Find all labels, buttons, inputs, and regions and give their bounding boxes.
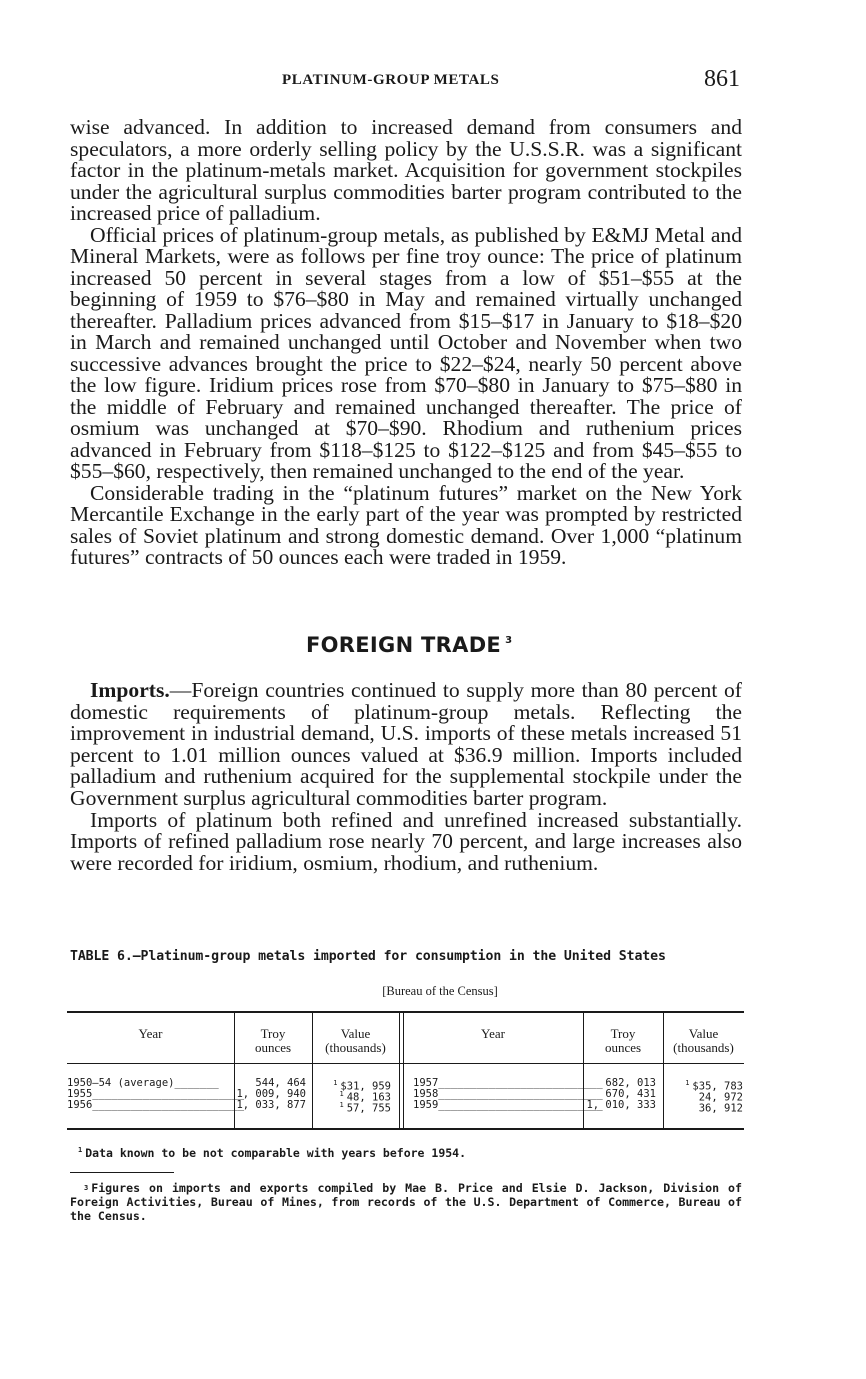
column-header-year: Year — [138, 1026, 163, 1041]
page-footnote — [70, 1181, 742, 1223]
table-cell-value: $^1$ 48, 163 — [339, 1090, 391, 1104]
table-row-year: 1955________________________ — [67, 1088, 245, 1100]
table-row-year: 1950–54 (average)_______ — [67, 1077, 219, 1089]
page-number: 861 — [704, 66, 740, 92]
table-bottom-rule — [67, 1128, 744, 1130]
imports-table — [67, 1011, 744, 1129]
section-heading-text: FOREIGN TRADE — [306, 633, 502, 657]
table-top-rule — [67, 1011, 744, 1013]
table-footnote-text: Data known to be not comparable with years before 1954. — [85, 1146, 467, 1160]
column-header-value: Value (thousands) — [673, 1026, 734, 1055]
table-cell-ounces: 1, 010, 333 — [586, 1099, 656, 1111]
table-row-year: 1956________________________ — [67, 1099, 245, 1111]
table-cell-value: $^1$ 57, 755 — [339, 1101, 391, 1115]
paragraph: Considerable trading in the “platinum futures” market on the New York Mercantile Exchange in the early part of the year was prompted by restricted sales of Soviet platinum and strong domestic demand. Over 1,000 “platinum futures” contracts of 50 ounces each were traded in 1959. — [70, 480, 742, 569]
section-heading — [306, 633, 512, 657]
table-source: [Bureau of the Census] — [382, 984, 498, 998]
run-in-heading: Imports. — [90, 678, 170, 702]
footnote-mark: 3 — [84, 1184, 89, 1192]
table-row-year: 1958__________________________ — [413, 1088, 603, 1100]
body-text — [70, 117, 742, 569]
running-title: PLATINUM-GROUP METALS — [282, 72, 500, 88]
column-divider — [399, 1013, 400, 1128]
paragraph-text: —Foreign countries continued to supply more than 80 percent of domestic requirements of platinum-group metals. Reflecting the improvement in industrial demand, U.S. imports of these metals increased 51 percent to 1.01 million ounces valued at $36.9 million. Imports included palladium and ruthenium acquired for the supplemental stockpile under the Government surplus agricultural commodities barter program. — [70, 678, 742, 810]
table-cell-value: $^1$ $35, 783 — [685, 1079, 743, 1093]
column-header-troy-ounces: Troy ounces — [604, 1026, 642, 1055]
paragraph: wise advanced. In addition to increased demand from consumers and speculators, a more orderly selling policy by the U.S.S.R. was a significant factor in the platinum-metals market. Acquisition for government stockpiles under the agricultural surplus commodities barter program contributed to the increased price of palladium. — [70, 115, 742, 225]
table-cell-ounces: 544, 464 — [255, 1077, 306, 1089]
table-row-year: 1957__________________________ — [413, 1077, 603, 1089]
footnote-reference: 3 — [505, 635, 513, 646]
paragraph — [70, 680, 742, 810]
footnote-mark: 1 — [78, 1146, 83, 1154]
footnote-rule — [70, 1172, 174, 1173]
page-footnote-text: Figures on imports and exports compiled by Mae B. Price and Elsie D. Jackson, Division of Foreign Activities, Bureau of Mines, from records of the U.S. Department of Commerce, Bureau of the Census. — [70, 1181, 742, 1223]
column-header-troy-ounces: Troy ounces — [254, 1026, 292, 1055]
table-row-year: 1959__________________________ — [413, 1099, 603, 1111]
table-cell-ounces: 670, 431 — [605, 1088, 656, 1100]
table-cell-value: 24, 972 — [698, 1091, 743, 1104]
table-caption: TABLE 6.—Platinum-group metals imported for consumption in the United States — [70, 949, 666, 964]
table-cell-ounces: 682, 013 — [605, 1077, 656, 1089]
paragraph: Official prices of platinum-group metals, as published by E&MJ Metal and Mineral Markets, were as follows per fine troy ounce: The price of platinum increased 50 percent in several stages from a low of $51–$55 at the beginning of 1959 to $76–$80 in May and remained virtually unchanged thereafter. Palladium prices advanced from $15–$17 in January to $18–$20 in March and remained unchanged until October and November when two successive advances brought the price to $22–$24, nearly 50 percent above the low figure. Iridium prices rose from $70–$80 in January to $75–$80 in the middle of February and remained unchanged thereafter. The price of osmium was unchanged at $70–$90. Rhodium and ruthenium prices advanced in February from $118–$125 to $122–$125 and from $45–$55 to $55–$60, respectively, then remained unchanged to the end of the year. — [70, 222, 742, 483]
table-footnote — [78, 1146, 466, 1160]
paragraph: Imports of platinum both refined and unrefined increased substantially. Imports of refined palladium rose nearly 70 percent, and large increases also were recorded for iridium, osmium, rhodium, and ruthenium. — [70, 807, 742, 875]
column-header-year: Year — [481, 1026, 505, 1041]
table-cell-ounces: 1, 009, 940 — [236, 1088, 306, 1100]
table-cell-ounces: 1, 033, 877 — [236, 1099, 306, 1111]
table-cell-value: 36, 912 — [698, 1102, 743, 1115]
column-header-value: Value (thousands) — [325, 1026, 386, 1055]
table-cell-value: $^1$ $31, 959 — [333, 1079, 391, 1093]
foreign-trade-text — [70, 680, 742, 874]
table-header-rule — [67, 1063, 744, 1064]
